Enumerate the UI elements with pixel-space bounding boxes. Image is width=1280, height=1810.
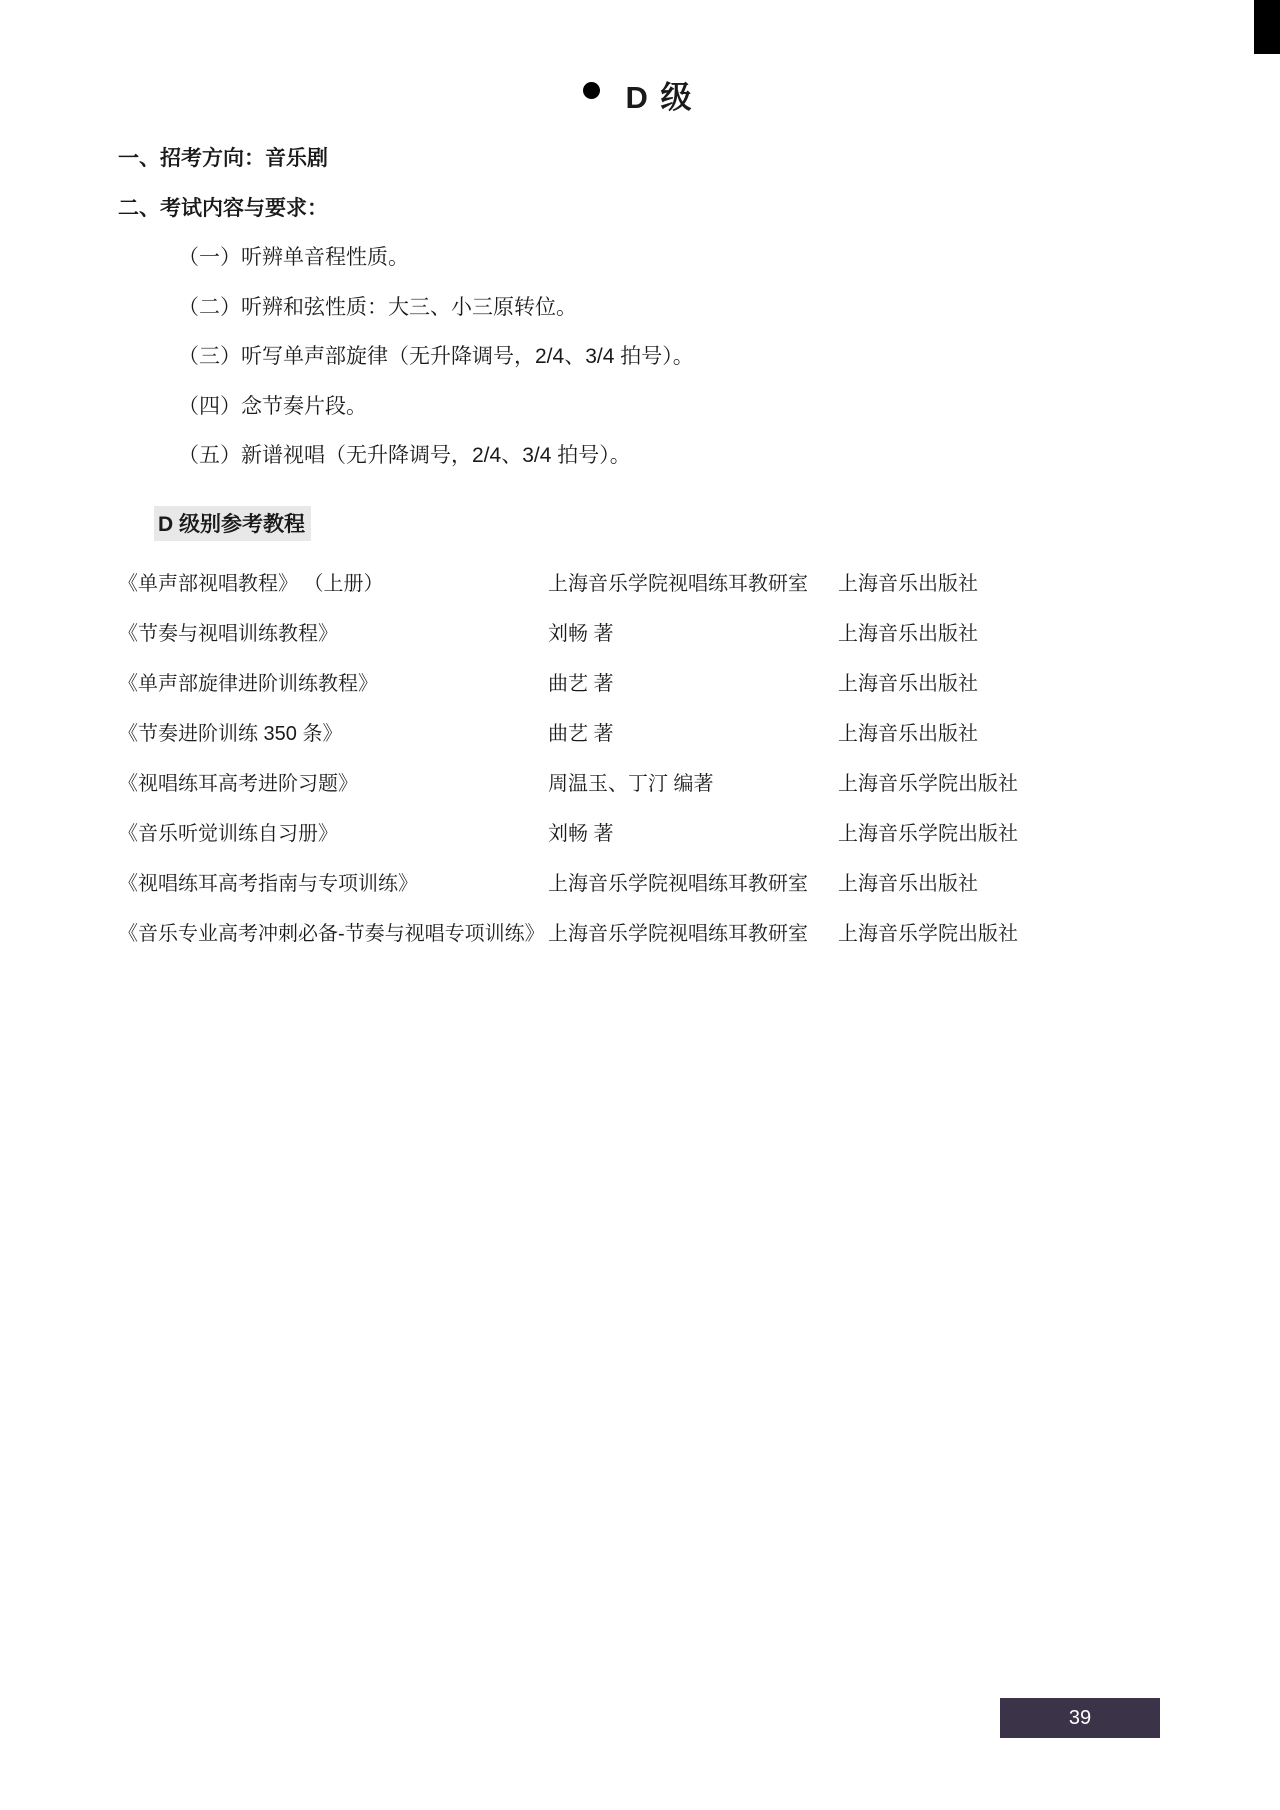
book-press: 上海音乐出版社	[838, 572, 978, 595]
book-press: 上海音乐出版社	[838, 722, 978, 745]
page-title	[118, 72, 1158, 117]
section-heading-requirements-label: 二、考试内容与要求：	[118, 196, 328, 220]
requirement-list	[118, 242, 1158, 473]
section-heading-requirements	[118, 193, 1158, 225]
page-corner-marker	[1254, 0, 1280, 54]
book-press: 上海音乐出版社	[838, 622, 978, 645]
book-author: 上海音乐学院视唱练耳教研室	[548, 922, 808, 945]
book-press: 上海音乐出版社	[838, 672, 978, 695]
book-title: 《节奏进阶训练 350 条》	[118, 722, 343, 745]
book-title: 《视唱练耳高考指南与专项训练》	[118, 872, 418, 895]
book-author: 刘畅 著	[548, 822, 614, 845]
table-row	[118, 759, 1138, 809]
page-title-text: D 级	[625, 80, 694, 115]
page-number-text: 39	[1068, 1706, 1092, 1729]
book-author: 周温玉、丁汀 编著	[548, 772, 714, 795]
table-row	[118, 859, 1138, 909]
reference-book-table	[118, 559, 1138, 959]
list-item: （一）听辨单音程性质。	[178, 246, 409, 269]
book-press: 上海音乐学院出版社	[838, 822, 1018, 845]
section-heading-direction-label: 一、招考方向：音乐剧	[118, 147, 328, 170]
book-press: 上海音乐出版社	[838, 872, 978, 895]
list-item: （二）听辨和弦性质：大三、小三原转位。	[178, 295, 577, 319]
book-author: 曲艺 著	[548, 722, 614, 745]
page-content	[118, 72, 1158, 959]
table-row	[118, 909, 1138, 959]
table-row	[118, 809, 1138, 859]
page-number-badge	[1000, 1698, 1160, 1738]
book-author: 曲艺 著	[548, 672, 614, 695]
book-press: 上海音乐学院出版社	[838, 922, 1018, 945]
reference-heading: D 级别参考教程	[154, 506, 311, 541]
book-author: 刘畅 著	[548, 622, 614, 645]
book-title: 《单声部旋律进阶训练教程》	[118, 672, 378, 695]
table-row	[118, 709, 1138, 759]
list-item: （三）听写单声部旋律（无升降调号，2/4、3/4 拍号）。	[178, 345, 694, 369]
list-item: （五）新谱视唱（无升降调号，2/4、3/4 拍号）。	[178, 444, 631, 468]
reference-heading-wrap	[118, 490, 1158, 555]
table-row	[118, 559, 1138, 609]
book-press: 上海音乐学院出版社	[838, 772, 1018, 795]
book-author: 上海音乐学院视唱练耳教研室	[548, 872, 808, 895]
table-row	[118, 659, 1138, 709]
book-title: 《单声部视唱教程》 （上册）	[118, 572, 384, 595]
section-heading-direction	[118, 143, 1158, 175]
book-title: 《视唱练耳高考进阶习题》	[118, 772, 358, 795]
book-author: 上海音乐学院视唱练耳教研室	[548, 572, 808, 595]
filled-circle-bullet-icon	[583, 82, 600, 99]
book-title: 《音乐专业高考冲刺必备-节奏与视唱专项训练》	[118, 922, 545, 945]
book-title: 《音乐听觉训练自习册》	[118, 822, 338, 845]
table-row	[118, 609, 1138, 659]
book-title: 《节奏与视唱训练教程》	[118, 622, 338, 645]
list-item: （四）念节奏片段。	[178, 394, 367, 418]
